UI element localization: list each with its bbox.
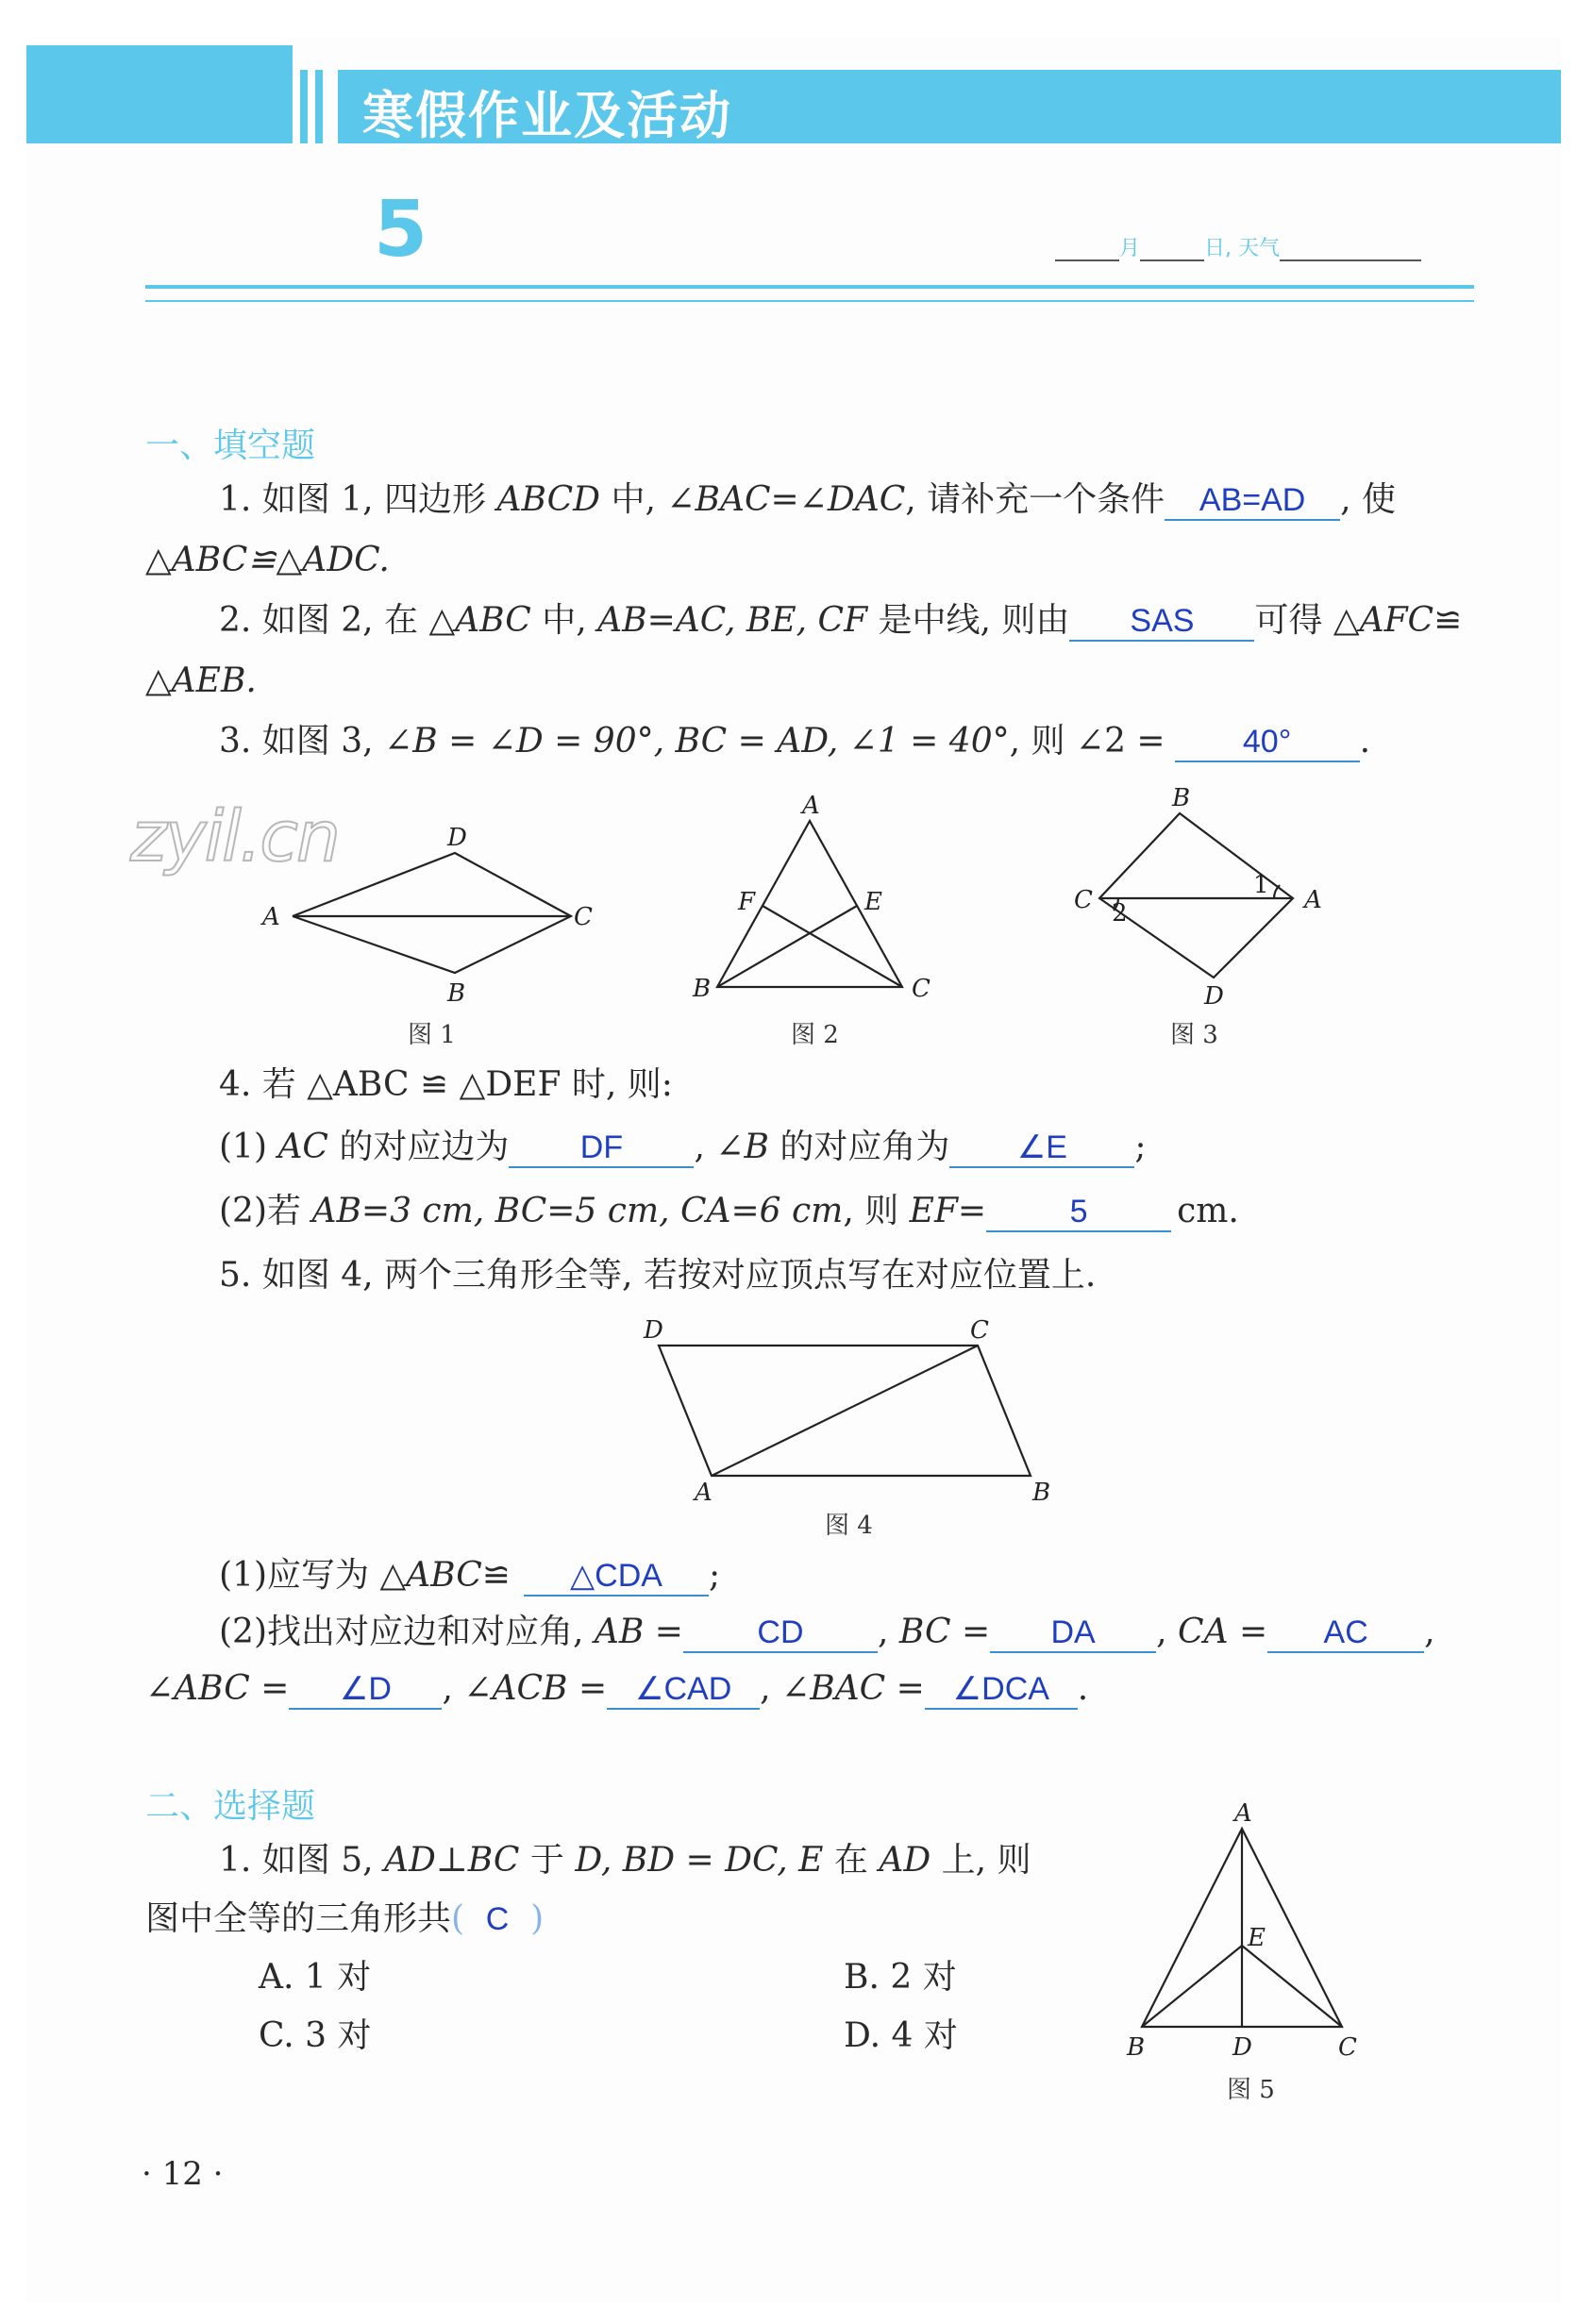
svg-text:B: B	[1032, 1479, 1051, 1507]
svg-text:A: A	[802, 792, 820, 820]
question-4-part-1: (1) AC 的对应边为 DF , ∠B 的对应角为 ∠E ;	[219, 1127, 1147, 1168]
mc-question-1: 1. 如图 5, AD⊥BC 于 D, BD = DC, E 在 AD 上, 则	[219, 1841, 1031, 1880]
question-4-part-2: (2)若 AB=3 cm, BC=5 cm, CA=6 cm, 则 EF= 5 cm.	[219, 1191, 1239, 1232]
answer-field: DA	[990, 1614, 1156, 1653]
svg-text:E: E	[864, 888, 882, 916]
figure-1	[255, 817, 613, 1025]
option-a: A. 1 对	[259, 1958, 372, 1997]
svg-text:A: A	[262, 903, 280, 931]
svg-text:C: C	[1338, 2033, 1357, 2062]
svg-text:E: E	[1248, 1924, 1266, 1952]
svg-text:C: C	[574, 903, 593, 931]
svg-text:1: 1	[1253, 871, 1269, 899]
figure-2-caption: 图 2	[791, 1021, 839, 1049]
question-1: 1. 如图 1, 四边形 ABCD 中, ∠BAC=∠DAC, 请补充一个条件 AB=AD , 使	[219, 479, 1396, 521]
figure-5	[1119, 1795, 1365, 2062]
svg-text:D: D	[644, 1316, 663, 1345]
svg-text:A: A	[695, 1479, 713, 1507]
header-accent-block	[26, 45, 293, 143]
header-rule	[145, 285, 1474, 289]
svg-text:A: A	[1304, 886, 1322, 914]
figure-3	[1066, 779, 1350, 1015]
svg-text:A: A	[1234, 1799, 1252, 1828]
date-weather-line: 月 日, 天气	[1055, 232, 1421, 261]
day-number: 5	[374, 185, 428, 275]
answer-field: AB=AD	[1165, 482, 1340, 521]
svg-text:D: D	[1232, 2033, 1252, 2062]
svg-text:B: B	[1127, 2033, 1146, 2062]
svg-text:C: C	[912, 975, 931, 1003]
question-5-part-2: (2)找出对应边和对应角, AB = CD , BC = DA , CA = AC ,	[219, 1612, 1435, 1653]
svg-text:D: D	[1204, 982, 1224, 1011]
figure-3-caption: 图 3	[1170, 1021, 1218, 1049]
answer-field: SAS	[1069, 603, 1254, 642]
option-d: D. 4 对	[844, 2016, 958, 2055]
figure-5-caption: 图 5	[1227, 2076, 1275, 2104]
svg-text:B: B	[693, 975, 712, 1003]
answer-field: ∠DCA	[925, 1671, 1078, 1710]
answer-field: 40°	[1175, 724, 1360, 762]
figure-4-caption: 图 4	[825, 1512, 873, 1540]
mc-question-1-line2: 图中全等的三角形共( C )	[145, 1899, 545, 1938]
question-5-part-1: (1)应写为 △ABC≌ △CDA ;	[219, 1555, 720, 1597]
option-b: B. 2 对	[844, 1958, 957, 1997]
section-title-multiple-choice: 二、选择题	[145, 1787, 316, 1826]
answer-field: △CDA	[524, 1558, 709, 1597]
question-2-line2: △AEB.	[145, 661, 257, 700]
answer-choice: C	[485, 1901, 510, 1937]
answer-field: ∠D	[289, 1671, 442, 1710]
answer-field: AC	[1267, 1614, 1424, 1653]
answer-field: CD	[683, 1614, 878, 1653]
header-title: 寒假作业及活动	[362, 86, 732, 145]
question-4: 4. 若 △ABC ≌ △DEF 时, 则:	[219, 1065, 673, 1104]
question-5-part-2-angles: ∠ABC = ∠D , ∠ACB = ∠CAD , ∠BAC = ∠DCA .	[145, 1668, 1088, 1710]
question-5: 5. 如图 4, 两个三角形全等, 若按对应顶点写在对应位置上.	[219, 1256, 1097, 1295]
question-2: 2. 如图 2, 在 △ABC 中, AB=AC, BE, CF 是中线, 则由 SAS 可得 △AFC≌	[219, 600, 1462, 642]
month-label: 月	[1119, 237, 1141, 260]
svg-text:C: C	[970, 1316, 989, 1345]
page-number: · 12 ·	[142, 2155, 224, 2193]
header-rule-thin	[145, 300, 1474, 302]
day-label: 日	[1204, 237, 1226, 260]
question-3: 3. 如图 3, ∠B = ∠D = 90°, BC = AD, ∠1 = 40°, 则 ∠2 = 40° .	[219, 721, 1370, 762]
svg-text:B: B	[447, 979, 466, 1008]
svg-text:F: F	[738, 888, 756, 916]
answer-field: ∠E	[949, 1129, 1134, 1168]
svg-text:C: C	[1074, 886, 1093, 914]
header-bars	[300, 70, 338, 143]
svg-text:2: 2	[1112, 899, 1128, 928]
svg-text:D: D	[447, 824, 467, 852]
figure-4	[632, 1315, 1066, 1507]
question-1-line2: △ABC≌△ADC.	[145, 541, 390, 579]
answer-field: DF	[509, 1129, 694, 1168]
figure-2	[679, 787, 953, 1013]
figure-1-caption: 图 1	[408, 1021, 456, 1049]
answer-field: ∠CAD	[607, 1671, 760, 1710]
option-c: C. 3 对	[259, 2016, 372, 2055]
answer-field: 5	[986, 1194, 1171, 1232]
weather-label: 天气	[1238, 237, 1281, 260]
watermark: zyil.cn	[130, 796, 339, 878]
section-title-fill-blank: 一、填空题	[145, 426, 316, 465]
svg-text:B: B	[1172, 784, 1191, 812]
